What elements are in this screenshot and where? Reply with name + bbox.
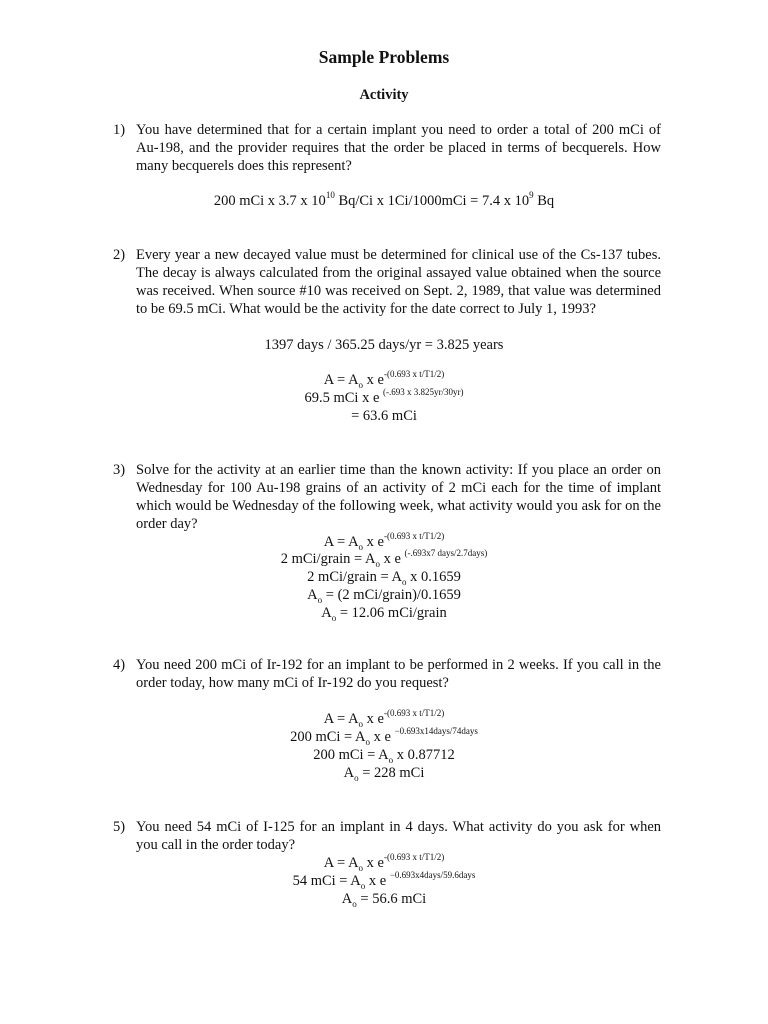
problem-text: You need 200 mCi of Ir-192 for an implant to be performed in 2 weeks. If you call in the order today, how many mCi of Ir-192 do you request? [136,657,661,691]
section-subtitle: Activity [359,87,409,103]
problem-3-equation-2: 2 mCi/grain = $A_o$ x e $^{(-.693x7 days/2.7days)}$ [280,548,488,569]
problem-4-result: $A_o = 228$ mCi [343,765,425,783]
problem-number: 3) [113,462,126,478]
problem-5-equation-2: 54 mCi = $A_o$ x e $^{-0.693x4days/59.6days}$ [292,870,476,891]
problem-2 [113,246,661,318]
page-title: Sample Problems [318,47,450,67]
problem-3-result: $A_o = 12.06$ mCi/grain [321,605,447,623]
problem-number: 4) [113,657,126,673]
problem-4 [113,656,661,692]
problem-1 [113,121,661,175]
problem-3 [113,461,661,533]
problem-3-equation-1: $A = A_o$ x $e^{-(0.693 x t/T1/2)}$ [323,531,445,552]
problem-1-equation: 200 mCi x 3.7 x $10^{10}$ Bq/Ci x 1Ci/1000mCi = 7.4 x $10^9$ Bq [213,190,555,209]
problem-4-equation-3: 200 mCi = $A_o$ x 0.87712 [313,747,455,765]
problem-text: You need 54 mCi of I-125 for an implant in 4 days. What activity do you ask for when you call in the order today? [136,819,661,853]
problem-2-equation-2: 69.5 mCi x e $^{(-.693 x 3.825yr/30yr)}$ [304,387,464,406]
problem-text: Every year a new decayed value must be determined for clinical use of the Cs-137 tubes. The decay is always calculated from the original assayed value obtained when the source was received. When source #10 was received on Sept. 2, 1989, that value was determined to be 69.5 mCi. What would be the activity for the date correct to July 1, 1993? [136,247,661,317]
problem-4-equation-1: $A = A_o$ x $e^{-(0.693 x t/T1/2)}$ [323,708,445,729]
problem-3-equation-3: 2 mCi/grain = $A_o$ x 0.1659 [307,569,461,587]
problem-5 [113,818,661,854]
problem-5-result: $A_o = 56.6$ mCi [341,891,427,909]
problem-2-equation-1: $A = A_o$ x $e^{-(0.693 x t/T1/2)}$ [323,369,445,390]
problem-number: 1) [113,122,126,138]
problem-number: 5) [113,819,126,835]
problem-text: You have determined that for a certain implant you need to order a total of 200 mCi of Au-198, and the provider requires that the order be placed in terms of becquerels. How many becquerels does this represent? [136,122,661,174]
problem-4-equation-2: 200 mCi = $A_o$ x e $^{-0.693x14days/74days}$ [290,726,478,747]
problem-3-equation-4: $A_o = (2$ mCi/grain)/0.1659 [307,587,461,605]
problem-2-result: = 63.6 mCi [351,408,417,424]
problem-2-line-1: 1397 days / 365.25 days/yr = 3.825 years [264,337,504,353]
problem-number: 2) [113,247,126,263]
problem-5-equation-1: $A = A_o$ x $e^{-(0.693 x t/T1/2)}$ [323,852,445,873]
problem-text: Solve for the activity at an earlier time than the known activity: If you place an order on Wednesday for 100 Au-198 grains of an activity of 2 mCi each for the time of implant which would be Wednesday of the following week, what activity would you ask for on the order day? [136,462,661,532]
